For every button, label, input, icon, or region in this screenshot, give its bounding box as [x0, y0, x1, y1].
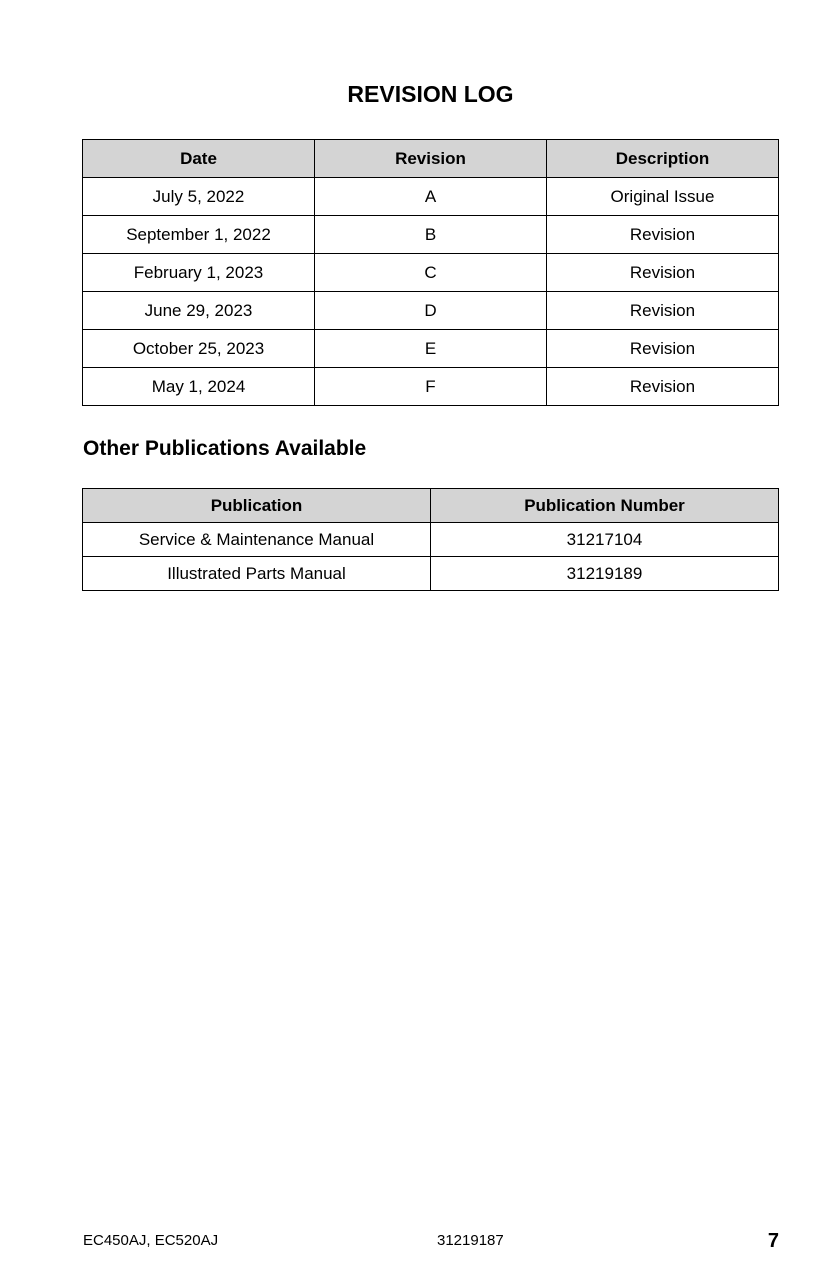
date-cell: June 29, 2023: [83, 292, 315, 330]
revision-cell: B: [315, 216, 547, 254]
publication-cell: Service & Maintenance Manual: [83, 523, 431, 557]
revision-log-table: [82, 139, 779, 406]
table-row: [83, 557, 779, 591]
publication-number-cell: 31219189: [431, 557, 779, 591]
date-cell: May 1, 2024: [83, 368, 315, 406]
publication-number-cell: 31217104: [431, 523, 779, 557]
revision-cell: E: [315, 330, 547, 368]
description-cell: Revision: [547, 368, 779, 406]
table-row: [83, 216, 779, 254]
table-row: [83, 178, 779, 216]
revision-cell: D: [315, 292, 547, 330]
table-row: [83, 330, 779, 368]
table-header-row: [83, 489, 779, 523]
revision-cell: C: [315, 254, 547, 292]
description-cell: Revision: [547, 216, 779, 254]
column-header-publication: Publication: [83, 489, 431, 523]
revision-cell: A: [315, 178, 547, 216]
revision-cell: F: [315, 368, 547, 406]
description-cell: Revision: [547, 330, 779, 368]
description-cell: Revision: [547, 254, 779, 292]
page-title: REVISION LOG: [347, 81, 514, 107]
date-cell: October 25, 2023: [83, 330, 315, 368]
table-row: [83, 368, 779, 406]
other-publications-heading: Other Publications Available: [83, 437, 367, 460]
date-cell: July 5, 2022: [83, 178, 315, 216]
column-header-description: Description: [547, 140, 779, 178]
table-row: [83, 292, 779, 330]
description-cell: Revision: [547, 292, 779, 330]
table-row: [83, 523, 779, 557]
table-row: [83, 254, 779, 292]
footer-document-number: 31219187: [437, 1232, 504, 1249]
date-cell: September 1, 2022: [83, 216, 315, 254]
column-header-revision: Revision: [315, 140, 547, 178]
page-number: 7: [767, 1230, 779, 1252]
other-publications-table: [82, 488, 779, 591]
table-header-row: [83, 140, 779, 178]
column-header-date: Date: [83, 140, 315, 178]
column-header-publication-number: Publication Number: [431, 489, 779, 523]
date-cell: February 1, 2023: [83, 254, 315, 292]
footer-model-names: EC450AJ, EC520AJ: [83, 1232, 219, 1249]
publication-cell: Illustrated Parts Manual: [83, 557, 431, 591]
description-cell: Original Issue: [547, 178, 779, 216]
